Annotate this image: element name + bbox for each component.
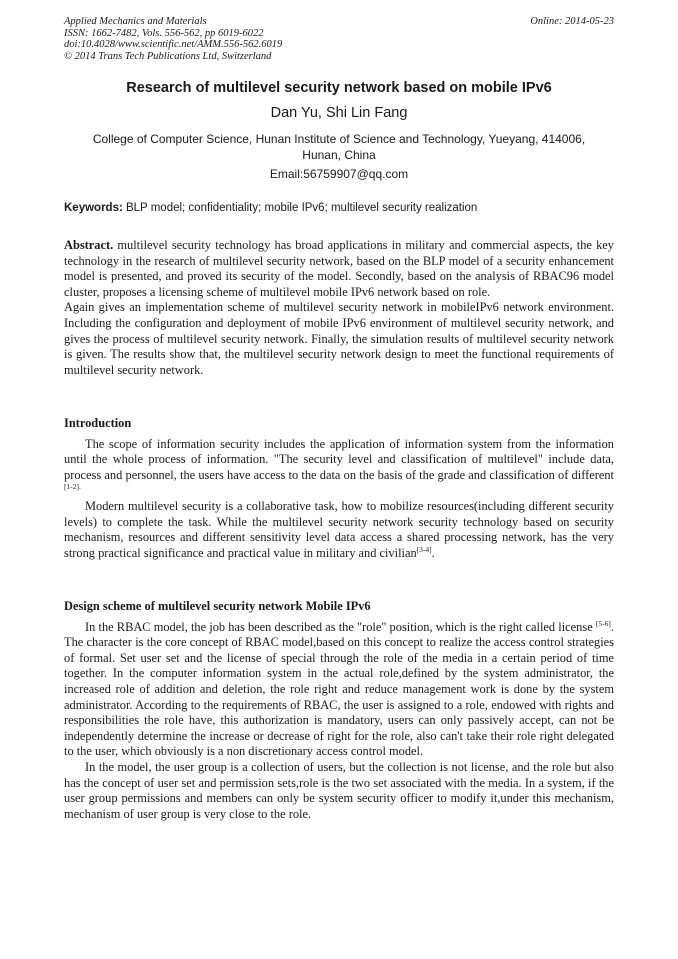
design-text-1a: In the RBAC model, the job has been described as the "role" position, which is the right called license [85, 619, 596, 634]
keywords-text: BLP model; confidentiality; mobile IPv6; multilevel security realization [122, 202, 478, 214]
journal-doi: doi:10.4028/www.scientific.net/AMM.556-562.6019 [64, 39, 283, 50]
paper-authors: Dan Yu, Shi Lin Fang [270, 105, 408, 121]
intro-text-2-end: . [431, 545, 435, 560]
abstract-paragraph-2: Again gives an implementation scheme of multilevel security network in mobileIPv6 network environment. Including the configuration and deployment of mobile IPv6 environment of multilevel security network, and gives the process of multilevel security network. Finally, the simulation results of multilevel security network is given. The results show that, the multilevel security network design to meet the functional requirements of multilevel security network. [64, 300, 614, 377]
online-date: Online: 2014-05-23 [530, 16, 614, 27]
intro-text-2: Modern multilevel security is a collaborative task, how to mobilize resources(including different security levels) to complete the task. While the multilevel security network security technology based on security mechanism, resources and different sensitivity level data access a shared processing network, has the very strong practical significance and practical value in military and civilian [64, 498, 614, 560]
intro-paragraph-1 [64, 437, 614, 499]
introduction-section [64, 416, 614, 561]
keywords [64, 202, 614, 214]
paper-affiliation: College of Computer Science, Hunan Institute of Science and Technology, Yueyang, 414006, Hunan, China [92, 132, 586, 162]
introduction-heading: Introduction [64, 416, 132, 430]
abstract-label: Abstract. [64, 238, 114, 252]
citation-1-2: [1-2]. [64, 482, 81, 492]
design-paragraph-2: In the model, the user group is a collection of users, but the collection is not license, and the role but also has the concept of user set and permission sets,role is the two set associated with the media. In a system, if the user group permissions and members can only be system security officer to modify it,under this mechanism, mechanism of user group is very close to the role. [64, 759, 614, 821]
design-paragraph-1 [64, 620, 614, 760]
intro-text-1: The scope of information security includes the application of information system from the information until the whole process of information. "The security level and classification of multilevel" include data, process and personnel, the users have access to the data on the basis of the grade and classification of different [64, 436, 614, 482]
abstract-text-1: multilevel security technology has broad applications in military and commercial aspects, the key technology in the research of multilevel security network, based on the BLP model of a security enhancement model is presented, and proved its security of the model. Secondly, based on the analysis of RBAC96 model cluster, proposes a licensing scheme of multilevel mobile IPv6 network based on role. [64, 238, 614, 299]
journal-issn: ISSN: 1662-7482, Vols. 556-562, pp 6019-6022 [64, 27, 264, 39]
keywords-label: Keywords: [64, 202, 123, 214]
design-heading: Design scheme of multilevel security network Mobile IPv6 [64, 599, 371, 613]
design-section [64, 599, 614, 822]
journal-info [64, 16, 282, 62]
design-text-1b: . The character is the core concept of RBAC model,based on this concept to realize the access control strategies of formal. Set user set and the license of special through the role of the media in a certain period of time together. In the computer information system in the actual role,defined by the system administrator, the increased role of addition and deletion, the role right and reduce management work is done by the system administrator. According to the requirements of RBAC, the user is assigned to a role, endowed with rights and responsibilities the role have, this authorization is mandatory, users can only passively accept, can not be independently determine the increase or decrease of right for the role, also can't take their role right delegated to the user, which obviously is a non discretionary access control model. [64, 619, 614, 759]
paper-email: Email:56759907@qq.com [269, 167, 409, 181]
citation-3-4: [3-4] [416, 544, 432, 554]
citation-5-6: [5-6] [595, 618, 611, 628]
journal-copyright: © 2014 Trans Tech Publications Ltd, Switzerland [64, 50, 272, 62]
abstract-paragraph-1 [64, 238, 614, 300]
journal-name: Applied Mechanics and Materials [64, 16, 207, 27]
paper-title: Research of multilevel security network based on mobile IPv6 [126, 80, 552, 96]
intro-paragraph-2 [64, 499, 614, 561]
abstract-section [64, 238, 614, 378]
